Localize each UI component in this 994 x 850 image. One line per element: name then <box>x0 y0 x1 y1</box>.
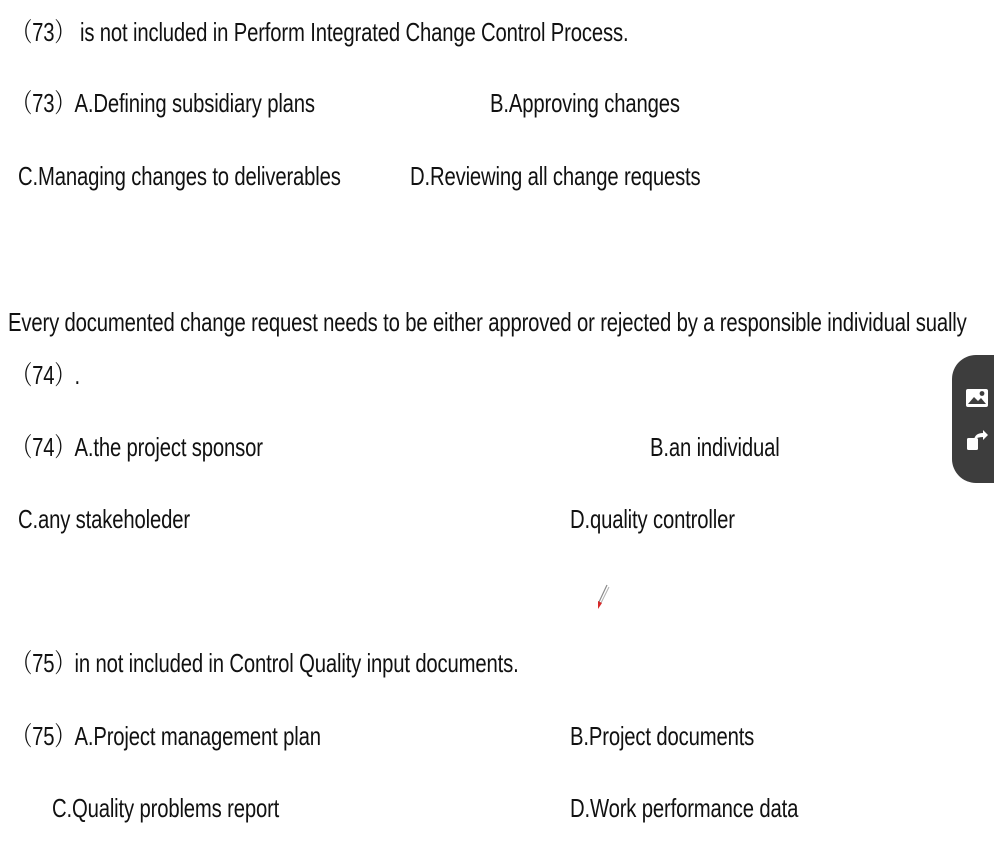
question-75-option-a: （75）A.Project management plan <box>12 721 321 751</box>
question-75-option-b: B.Project documents <box>570 721 755 751</box>
question-73-option-a: （73）A.Defining subsidiary plans <box>12 88 315 118</box>
question-74-option-d: D.quality controller <box>570 504 735 534</box>
question-74-option-c: C.any stakeholeder <box>18 504 190 534</box>
pen-cursor-icon <box>592 582 612 612</box>
question-74-option-b: B.an individual <box>650 432 780 462</box>
question-74-stem-line2: （74）. <box>12 360 80 390</box>
question-73-option-b: B.Approving changes <box>490 88 680 118</box>
question-74-stem-line1: Every documented change request needs to be either approved or rejected by a responsible individual sually <box>8 307 967 337</box>
question-75-option-d: D.Work performance data <box>570 793 799 823</box>
question-74-option-a: （74）A.the project sponsor <box>12 432 263 462</box>
question-75-option-c: C.Quality problems report <box>52 793 280 823</box>
question-75-stem: （75）in not included in Control Quality input documents. <box>12 648 519 678</box>
side-toolbar <box>952 355 994 483</box>
image-edit-icon[interactable] <box>964 385 990 411</box>
question-73-option-c: C.Managing changes to deliverables <box>18 161 341 191</box>
question-73-option-d: D.Reviewing all change requests <box>410 161 701 191</box>
question-73-stem: （73） is not included in Perform Integrated Change Control Process. <box>12 17 629 47</box>
share-icon[interactable] <box>964 427 990 453</box>
